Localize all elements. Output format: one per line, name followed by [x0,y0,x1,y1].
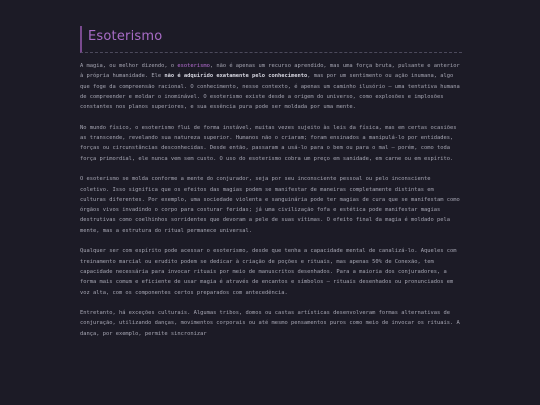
article-header [80,26,462,53]
paragraph: Qualquer ser com espírito pode acessar o esoterismo, desde que tenha a capacidade mental de canalizá-lo. Aqueles com treinamento marcial ou erudito podem se dedicar à criação de poções e rituais, mas apenas 50% de Conexão, tem capacidade necessária para invocar rituais por meio de manuscritos desenhados. Para a maioria dos conjuradores, a forma mais comum e eficiente de usar magia é através de encantos e símbolos — rituais desenhados ou pronunciados em voz alta, com os componentes certos preparados com antecedência. [80,248,457,296]
paragraph-text: , mas por um sentimento ou ação inumana, algo que foge da compreensão racional. O conhecimento, nesse contexto, é apenas um caminho ilusório — uma tentativa humana de compreender e moldar o inominável. O esoterismo existe desde a origem do universo, como explosões e implosões constantes nos planos superiores, e sua essência pura pode ser moldada por uma mente. [80,73,460,111]
paragraph-text: , não é apenas um recurso aprendido, mas uma força bruta, pulsante e anterior à própria humanidade. Ele [80,63,460,80]
paragraph: Entretanto, há exceções culturais. Algumas tribos, domos ou castas artísticas desenvolveram formas alternativas de conjuração, utilizando danças, movimentos corporais ou até mesmo pensamentos puros como meio de invocar os rituais. A dança, por exemplo, permite sincronizar [80,310,460,337]
paragraph: No mundo físico, o esoterismo flui de forma instável, muitas vezes sujeito às leis da física, mas em certas ocasiões as transcende, revelando sua natureza superior. Humanos não o criaram; foram ensinados a manipulá-lo por entidades, forças ou circunstâncias desconhecidas. Desde então, passaram a usá-lo para o bem ou para o mal — porém, como toda força primordial, ele nunca vem sem custo. O uso do esoterismo cobra um preço em sanidade, em carne ou em espírito. [80,124,457,162]
paragraph [80,61,460,112]
highlight-term: esoterismo [177,63,210,69]
article-body [80,61,460,349]
paragraph: O esoterismo se molda conforme a mente do conjurador, seja por seu inconsciente pessoal ou pelo inconsciente coletivo. Isso significa que os efeitos das magias podem se manifestar de maneiras completamente distintas em culturas diferentes. Por exemplo, uma sociedade violenta e sanguinária pode ter magias de cura que se manifestam como órgãos vivos invadindo o corpo para costurar feridas; já uma civilização fofa e estética pode manifestar magias destrutivas como coelhinhos sorridentes que devoram a pele de suas vítimas. O efeito final da magia é moldado pela mente, mas a estrutura do ritual permanece universal. [80,176,460,234]
page-title: Esoterismo [88,29,163,44]
paragraph-text: A magia, ou melhor dizendo, o [80,63,178,69]
bold-phrase: não é adquirido exatamente pelo conhecimento [164,73,308,80]
